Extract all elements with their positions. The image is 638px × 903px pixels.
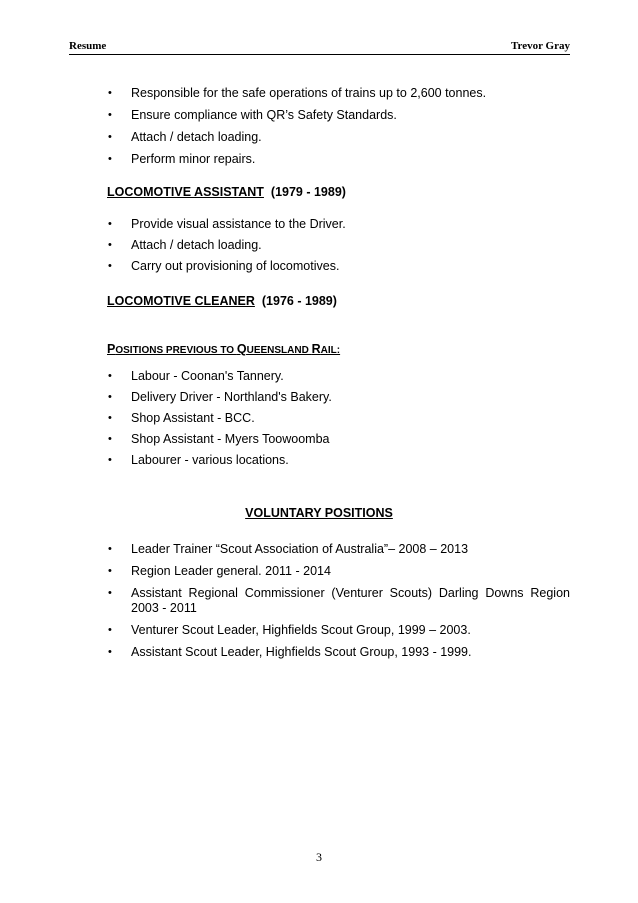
voluntary-positions-list bbox=[107, 542, 570, 660]
previous-positions-list bbox=[107, 369, 570, 468]
list-item: • Attach / detach loading. bbox=[107, 238, 570, 253]
loco-cleaner-title: LOCOMOTIVE CLEANER bbox=[107, 294, 255, 308]
list-item: • Leader Trainer “Scout Association of Australia”– 2008 – 2013 bbox=[107, 542, 570, 557]
list-item: • Carry out provisioning of locomotives. bbox=[107, 259, 570, 274]
section-title-loco-assistant bbox=[107, 185, 346, 199]
list-item: • Labour - Coonan's Tannery. bbox=[107, 369, 570, 384]
list-item: • Shop Assistant - BCC. bbox=[107, 411, 570, 426]
loco-assistant-list bbox=[107, 217, 570, 274]
loco-assistant-years: (1979 - 1989) bbox=[270, 185, 346, 199]
header-right: Trevor Gray bbox=[511, 40, 570, 52]
list-item: • Provide visual assistance to the Driver. bbox=[107, 217, 570, 232]
loco-assistant-title: LOCOMOTIVE ASSISTANT bbox=[107, 185, 264, 199]
header-left: Resume bbox=[69, 40, 107, 52]
previous-positions-heading: POSITIONS PREVIOUS TO QUEENSLAND RAIL: bbox=[107, 342, 341, 356]
list-item: • Perform minor repairs. bbox=[107, 152, 570, 167]
section-title-loco-cleaner bbox=[107, 294, 337, 308]
list-item: • Delivery Driver - Northland's Bakery. bbox=[107, 390, 570, 405]
page-number: 3 bbox=[316, 850, 322, 864]
list-item: • Assistant Regional Commissioner (Venturer Scouts) Darling Downs Region 2003 - 2011 bbox=[107, 586, 570, 616]
page-header bbox=[69, 40, 570, 55]
list-item: • Ensure compliance with QR’s Safety Standards. bbox=[107, 108, 570, 123]
list-item: • Venturer Scout Leader, Highfields Scout Group, 1999 – 2003. bbox=[107, 623, 570, 638]
voluntary-positions-heading: VOLUNTARY POSITIONS bbox=[245, 506, 393, 520]
list-item: • Attach / detach loading. bbox=[107, 130, 570, 145]
list-item: • Responsible for the safe operations of trains up to 2,600 tonnes. bbox=[107, 86, 570, 101]
duties-list bbox=[107, 86, 570, 167]
list-item: • Shop Assistant - Myers Toowoomba bbox=[107, 432, 570, 447]
list-item: • Assistant Scout Leader, Highfields Scout Group, 1993 - 1999. bbox=[107, 645, 570, 660]
loco-cleaner-years: (1976 - 1989) bbox=[261, 294, 337, 308]
list-item: • Region Leader general. 2011 - 2014 bbox=[107, 564, 570, 579]
list-item: • Labourer - various locations. bbox=[107, 453, 570, 468]
